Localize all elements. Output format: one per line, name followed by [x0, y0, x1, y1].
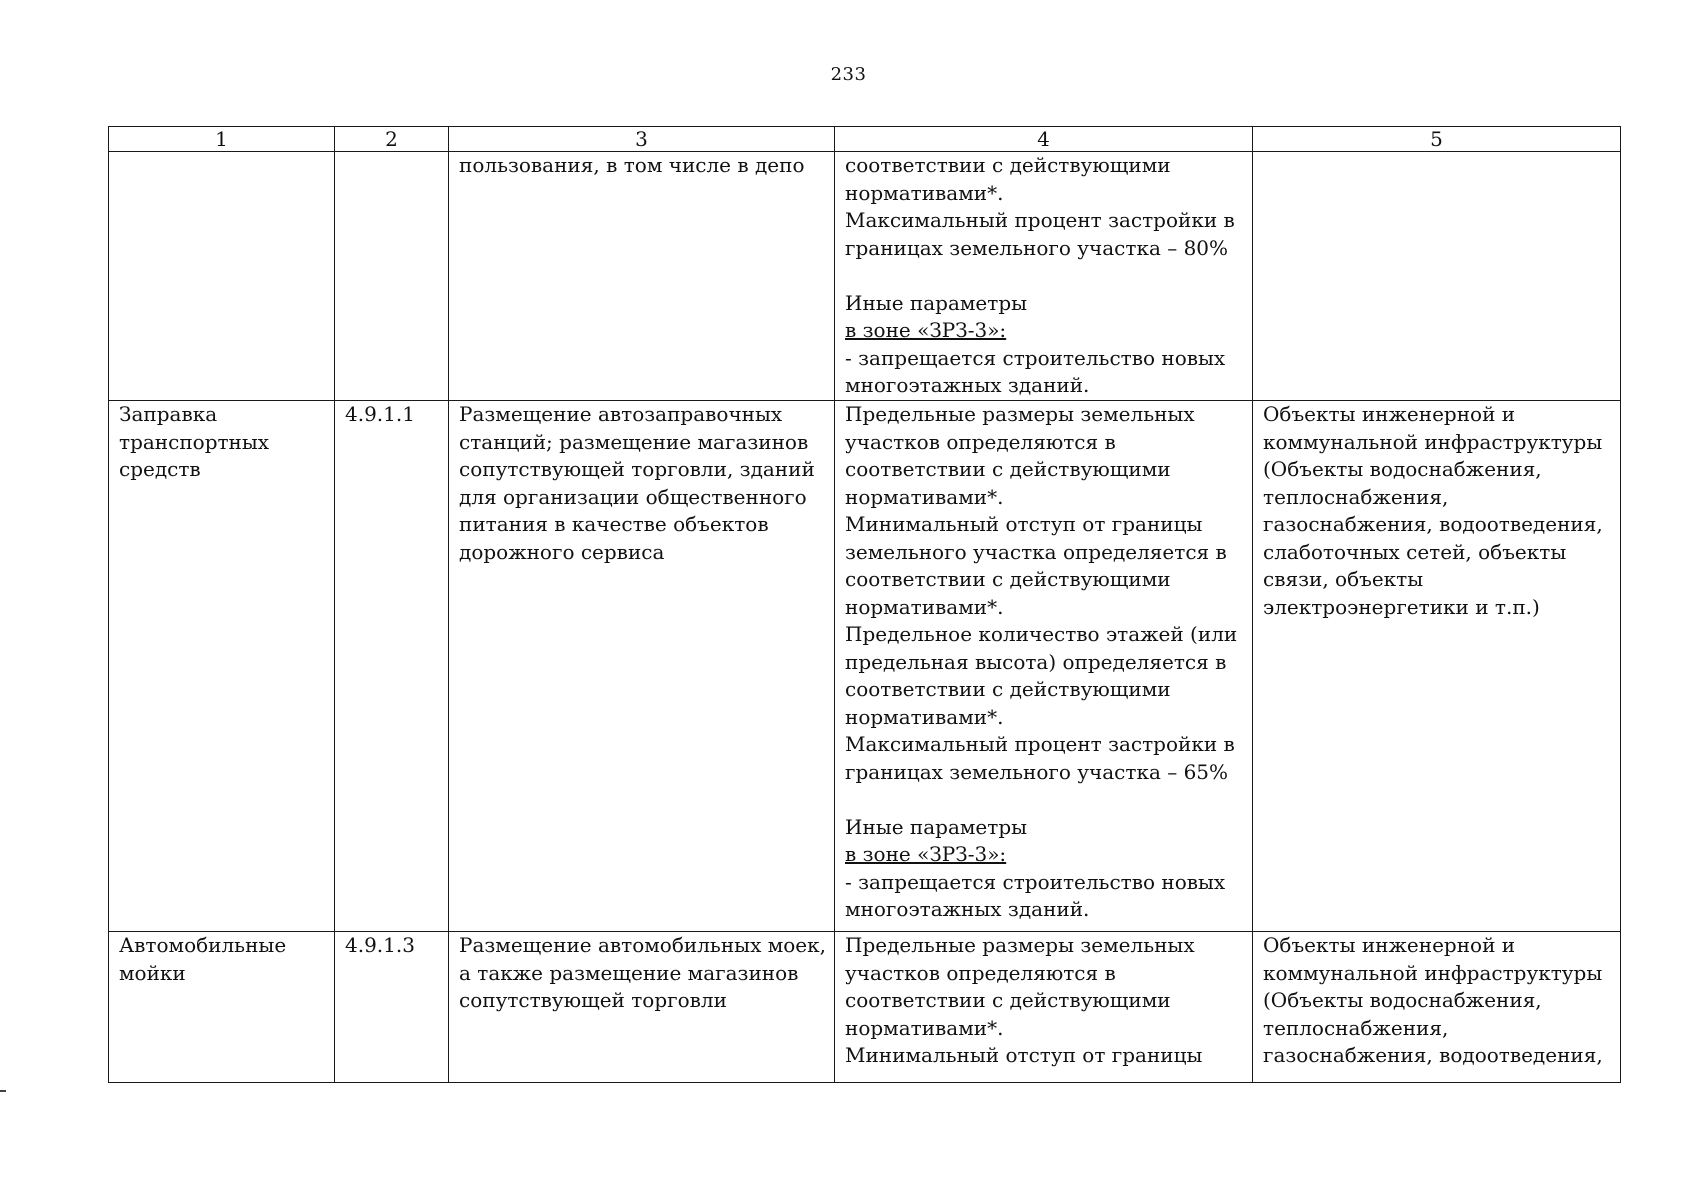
parameters-line: нормативами*. [845, 704, 1004, 729]
parameters-line: Максимальный процент застройки в [845, 208, 1235, 232]
paragraph-gap [845, 786, 1242, 814]
parameters-line: участков определяются в [845, 960, 1116, 985]
parameters-line: соответствии с действующими [845, 567, 1171, 591]
use-name-cell [109, 932, 335, 1083]
auxiliary-line: теплоснабжения, [1263, 1015, 1449, 1040]
use-name-line: мойки [119, 960, 186, 985]
use-code: 4.9.1.3 [345, 933, 415, 957]
parameters-line: соответствии с действующими [845, 153, 1171, 177]
parameters-line: соответствии с действующими [845, 677, 1171, 701]
parameters-line: Максимальный процент застройки в [845, 732, 1235, 756]
parameters-line: Предельные размеры земельных [845, 402, 1195, 426]
parameters-line: Предельные размеры земельных [845, 933, 1195, 957]
table-row [109, 932, 1621, 1083]
parameters-line: Иные параметры [845, 814, 1028, 839]
description-line: а также размещение магазинов [459, 960, 799, 985]
parameters-line: Минимальный отступ от границы [845, 512, 1203, 536]
auxiliary-line: связи, объекты [1263, 567, 1424, 591]
description-line: сопутствующей торговли, зданий [459, 457, 815, 481]
auxiliary-line: Объекты инженерной и [1263, 933, 1516, 957]
description-line: пользования, в том числе в депо [459, 153, 805, 177]
auxiliary-line: (Объекты водоснабжения, [1263, 988, 1542, 1012]
page-number: 233 [830, 64, 867, 85]
auxiliary-objects-cell [1253, 932, 1621, 1083]
parameters-line: - запрещается строительство новых [845, 345, 1226, 370]
column-header-5: 5 [1253, 127, 1621, 152]
use-name-cell [109, 152, 335, 401]
auxiliary-line: Объекты инженерной и [1263, 402, 1516, 426]
parameters-line: границах земельного участка – 65% [845, 759, 1229, 784]
use-code-cell [335, 401, 449, 932]
use-code: 4.9.1.1 [345, 402, 415, 426]
auxiliary-objects-cell [1253, 401, 1621, 932]
parameters-line: Иные параметры [845, 290, 1028, 315]
parameters-line: соответствии с действующими [845, 988, 1171, 1012]
parameters-line: земельного участка определяется в [845, 539, 1227, 564]
table-row [109, 401, 1621, 932]
use-name-cell [109, 401, 335, 932]
description-line: для организации общественного [459, 484, 807, 509]
column-header-3: 3 [449, 127, 835, 152]
parameters-line: - запрещается строительство новых [845, 869, 1226, 894]
description-line: Размещение автомобильных моек, [459, 933, 826, 957]
auxiliary-line: газоснабжения, водоотведения, [1263, 1043, 1603, 1067]
use-name-line: транспортных [119, 429, 270, 454]
auxiliary-objects-cell [1253, 152, 1621, 401]
scan-margin-mark [0, 1090, 6, 1092]
parameters-cell [835, 401, 1253, 932]
auxiliary-line: (Объекты водоснабжения, [1263, 457, 1542, 481]
column-header-1: 1 [109, 127, 335, 152]
zone-reference: в зоне «ЗРЗ-3»: [845, 318, 1007, 342]
use-code-cell [335, 932, 449, 1083]
auxiliary-line: теплоснабжения, [1263, 484, 1449, 509]
auxiliary-line: коммунальной инфраструктуры [1263, 429, 1603, 454]
auxiliary-line: слаботочных сетей, объекты [1263, 539, 1567, 564]
parameters-line: нормативами*. [845, 180, 1004, 205]
column-header-2: 2 [335, 127, 449, 152]
parameters-line: границах земельного участка – 80% [845, 235, 1229, 260]
paragraph-gap [845, 262, 1242, 290]
parameters-line: нормативами*. [845, 1015, 1004, 1040]
parameters-cell [835, 932, 1253, 1083]
auxiliary-line: газоснабжения, водоотведения, [1263, 512, 1603, 536]
use-code-cell [335, 152, 449, 401]
parameters-line: нормативами*. [845, 484, 1004, 509]
use-description-cell [449, 932, 835, 1083]
parameters-line: предельная высота) определяется в [845, 649, 1227, 674]
description-line: сопутствующей торговли [459, 988, 727, 1012]
parameters-line: Минимальный отступ от границы [845, 1043, 1203, 1067]
zoning-table [108, 126, 1621, 1083]
zone-reference: в зоне «ЗРЗ-3»: [845, 842, 1007, 866]
parameters-cell [835, 152, 1253, 401]
parameters-line: нормативами*. [845, 594, 1004, 619]
table-row [109, 152, 1621, 401]
parameters-line: многоэтажных зданий. [845, 897, 1090, 921]
use-name-line: средств [119, 457, 201, 481]
use-name-line: Заправка [119, 402, 218, 426]
description-line: питания в качестве объектов [459, 512, 769, 536]
use-description-cell [449, 152, 835, 401]
use-description-cell [449, 401, 835, 932]
parameters-line: участков определяются в [845, 429, 1116, 454]
auxiliary-line: электроэнергетики и т.п.) [1263, 594, 1540, 619]
auxiliary-line: коммунальной инфраструктуры [1263, 960, 1603, 985]
column-header-4: 4 [835, 127, 1253, 152]
use-name-line: Автомобильные [119, 933, 287, 957]
parameters-line: Предельное количество этажей (или [845, 622, 1238, 646]
parameters-line: соответствии с действующими [845, 457, 1171, 481]
description-line: станций; размещение магазинов [459, 429, 809, 454]
description-line: дорожного сервиса [459, 539, 665, 564]
parameters-line: многоэтажных зданий. [845, 373, 1090, 397]
column-number-row [109, 127, 1621, 152]
description-line: Размещение автозаправочных [459, 402, 783, 426]
